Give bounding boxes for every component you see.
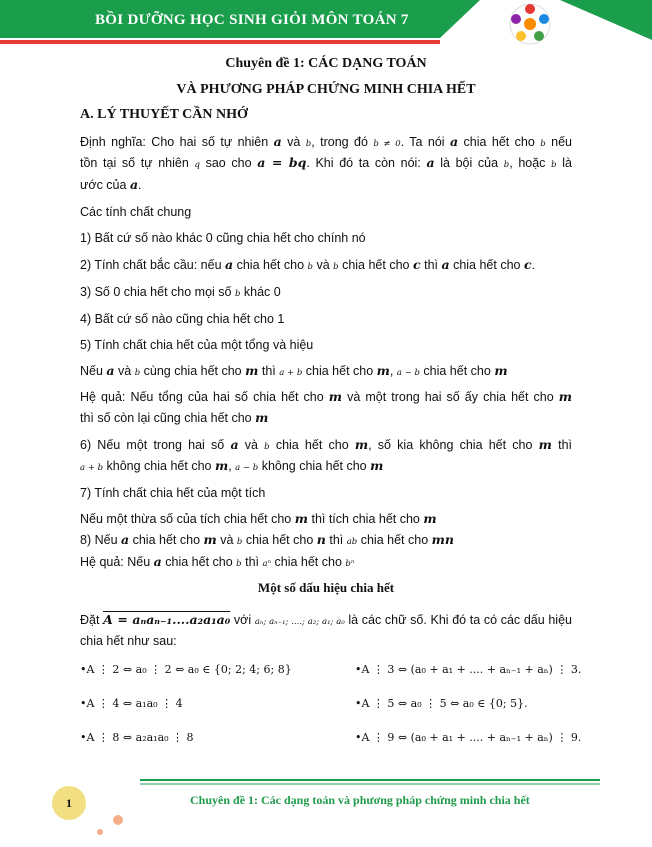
header-title: BỒI DƯỠNG HỌC SINH GIỎI MÔN TOÁN 7 — [95, 12, 409, 28]
property-4: 4) Bất cứ số nào cũng chia hết cho 1 — [80, 312, 285, 326]
property-7: 7) Tính chất chia hết của một tích — [80, 486, 266, 500]
rule-divisible-by-4: •A ⋮ 4 ⇔ a₁a₀ ⋮ 4 — [80, 697, 183, 710]
property-5-detail: Nếu a và b cùng chia hết cho m thì a + b chia hết cho m, a − b chia hết cho m — [80, 363, 508, 378]
chapter-title-line2: VÀ PHƯƠNG PHÁP CHỨNG MINH CHIA HẾT — [176, 82, 476, 97]
property-8: 8) Nếu a chia hết cho m và b chia hết cho n thì ab chia hết cho mn — [80, 532, 454, 547]
corollary-1-line1: Hệ quả: Nếu tổng của hai số chia hết cho m và một trong hai số ấy chia hết cho m — [80, 389, 572, 404]
notation-line1: Đặt A = aₙaₙ₋₁....a₂a₁a₀ với aₙ; aₙ₋₁; ....; a₂; a₁; a₀ là các chữ số. Khi đó ta có các dấu hiệu — [80, 612, 572, 627]
property-1: 1) Bất cứ số nào khác 0 cũng chia hết cho chính nó — [80, 231, 366, 245]
corollary-1-line2: thì số còn lại cũng chia hết cho m — [80, 410, 269, 425]
property-6-line1: 6) Nếu một trong hai số a và b chia hết cho m, số kia không chia hết cho m thì — [80, 437, 572, 452]
rule-divisible-by-5: •A ⋮ 5 ⇔ a₀ ⋮ 5 ⇔ a₀ ∈ {0; 5}. — [355, 697, 528, 710]
people-circle-logo-icon — [506, 0, 554, 48]
property-5: 5) Tính chất chia hết của một tổng và hiệu — [80, 338, 314, 352]
section-a-heading: A. LÝ THUYẾT CẦN NHỚ — [80, 107, 248, 122]
divisibility-signs-heading: Một số dấu hiệu chia hết — [257, 580, 395, 595]
rule-divisible-by-3: •A ⋮ 3 ⇔ (a₀ + a₁ + .... + aₙ₋₁ + aₙ) ⋮ 3. — [355, 663, 582, 676]
property-2: 2) Tính chất bắc cầu: nếu a chia hết cho b và b chia hết cho c thì a chia hết cho c. — [80, 257, 536, 272]
notation-line2: chia hết như sau: — [80, 634, 177, 648]
page-number: 1 — [52, 786, 86, 820]
property-6-line2: a + b không chia hết cho m, a − b không chia hết cho m — [80, 458, 384, 473]
properties-heading: Các tính chất chung — [80, 205, 192, 219]
footer-title: Chuyên đề 1: Các dạng toán và phương pháp chứng minh chia hết — [190, 793, 530, 807]
chapter-title-line1: Chuyên đề 1: CÁC DẠNG TOÁN — [225, 56, 427, 71]
rule-divisible-by-8: •A ⋮ 8 ⇔ a₂a₁a₀ ⋮ 8 — [80, 731, 194, 744]
property-3: 3) Số 0 chia hết cho mọi số b khác 0 — [80, 285, 281, 299]
rule-divisible-by-2: •A ⋮ 2 ⇔ a₀ ⋮ 2 ⇔ a₀ ∈ {0; 2; 4; 6; 8} — [80, 663, 292, 676]
property-7-detail: Nếu một thừa số của tích chia hết cho m thì tích chia hết cho m — [80, 511, 437, 526]
definition-line1: Định nghĩa: Cho hai số tự nhiên a và b, trong đó b ≠ 0. Ta nói a chia hết cho b nếu — [80, 134, 572, 149]
definition-line2: tồn tại số tự nhiên q sao cho a = bq. Khi đó ta còn nói: a là bội của b, hoặc b là — [80, 155, 572, 170]
definition-line3: ước của a. — [80, 177, 142, 192]
rule-divisible-by-9: •A ⋮ 9 ⇔ (a₀ + a₁ + .... + aₙ₋₁ + aₙ) ⋮ 9. — [355, 731, 582, 744]
corollary-2: Hệ quả: Nếu a chia hết cho b thì aⁿ chia hết cho bⁿ — [80, 554, 355, 569]
footer-decoration — [0, 770, 652, 847]
